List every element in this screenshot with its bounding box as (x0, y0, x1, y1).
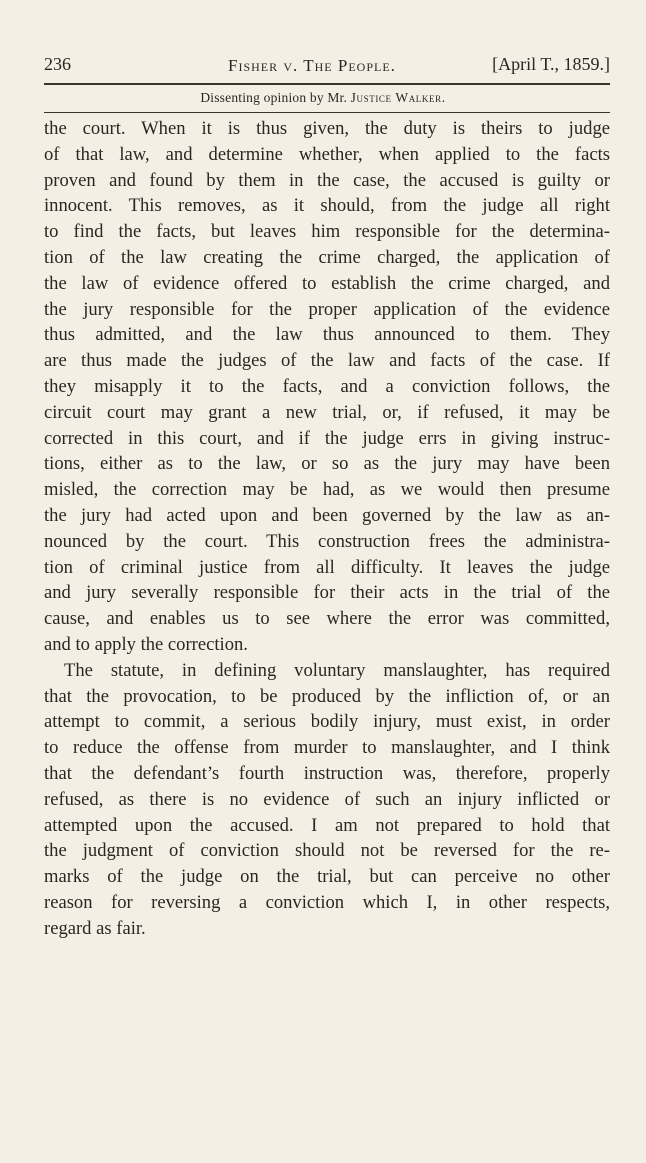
text-line: regard as fair. (44, 917, 146, 939)
page-number: 236 (44, 54, 71, 74)
opinion-text (44, 116, 610, 942)
case-caption: Fisher v. The People. (228, 56, 396, 75)
text-line: misled, the correction may be had, as we would then presume (44, 479, 610, 501)
text-line: the law of evidence offered to establish the crime charged, and (44, 272, 610, 294)
text-line: that the defendant’s fourth instruction was, therefore, properly (44, 762, 610, 784)
court-term: [April T., 1859.] (492, 54, 610, 74)
text-line: and jury severally responsible for their acts in the trial of the (44, 582, 610, 604)
text-line: to find the facts, but leaves him responsible for the determina- (44, 221, 610, 243)
text-line: the judgment of conviction should not be reversed for the re- (44, 840, 610, 862)
text-line: the jury had acted upon and been governed by the law as an- (44, 504, 610, 526)
text-line: proven and found by them in the case, the accused is guilty or (44, 169, 610, 191)
text-line: refused, as there is no evidence of such an injury inflicted or (44, 788, 610, 810)
subheader-prefix: Dissenting opinion by Mr. (200, 90, 348, 105)
text-line: and to apply the correction. (44, 633, 248, 655)
text-line: marks of the judge on the trial, but can perceive no other (44, 866, 610, 888)
text-line: nounced by the court. This construction frees the administra- (44, 530, 610, 552)
text-line: tions, either as to the law, or so as the jury may have been (44, 453, 610, 475)
text-line: reason for reversing a conviction which I, in other respects, (44, 891, 610, 913)
text-line: circuit court may grant a new trial, or, if refused, it may be (44, 401, 610, 423)
text-line: the court. When it is thus given, the duty is theirs to judge (44, 118, 610, 139)
text-line: attempt to commit, a serious bodily injury, must exist, in order (44, 711, 610, 733)
text-line: attempted upon the accused. I am not prepared to hold that (44, 814, 610, 836)
text-line: that the provocation, to be produced by the infliction of, or an (44, 685, 610, 707)
text-line: corrected in this court, and if the judge errs in giving instruc- (44, 427, 610, 449)
text-line: cause, and enables us to see where the error was committed, (44, 608, 610, 630)
subheader-justice: Justice Walker. (350, 90, 446, 105)
text-line: thus admitted, and the law thus announced to them. They (44, 324, 610, 346)
text-line: to reduce the offense from murder to manslaughter, and I think (44, 737, 610, 759)
running-header (44, 54, 610, 80)
subheader-rule (44, 112, 610, 113)
header-rule (44, 83, 610, 85)
text-line: tion of criminal justice from all difficulty. It leaves the judge (44, 556, 610, 578)
text-line: they misapply it to the facts, and a conviction follows, the (44, 375, 610, 397)
text-line: are thus made the judges of the law and facts of the case. If (44, 350, 610, 372)
text-line: The statute, in defining voluntary manslaughter, has required (64, 659, 610, 681)
text-line: innocent. This removes, as it should, from the judge all right (44, 195, 610, 217)
text-line: of that law, and determine whether, when applied to the facts (44, 143, 610, 165)
text-line: the jury responsible for the proper application of the evidence (44, 298, 610, 320)
opinion-subheader (0, 90, 646, 106)
text-line: tion of the law creating the crime charged, the application of (44, 246, 610, 268)
